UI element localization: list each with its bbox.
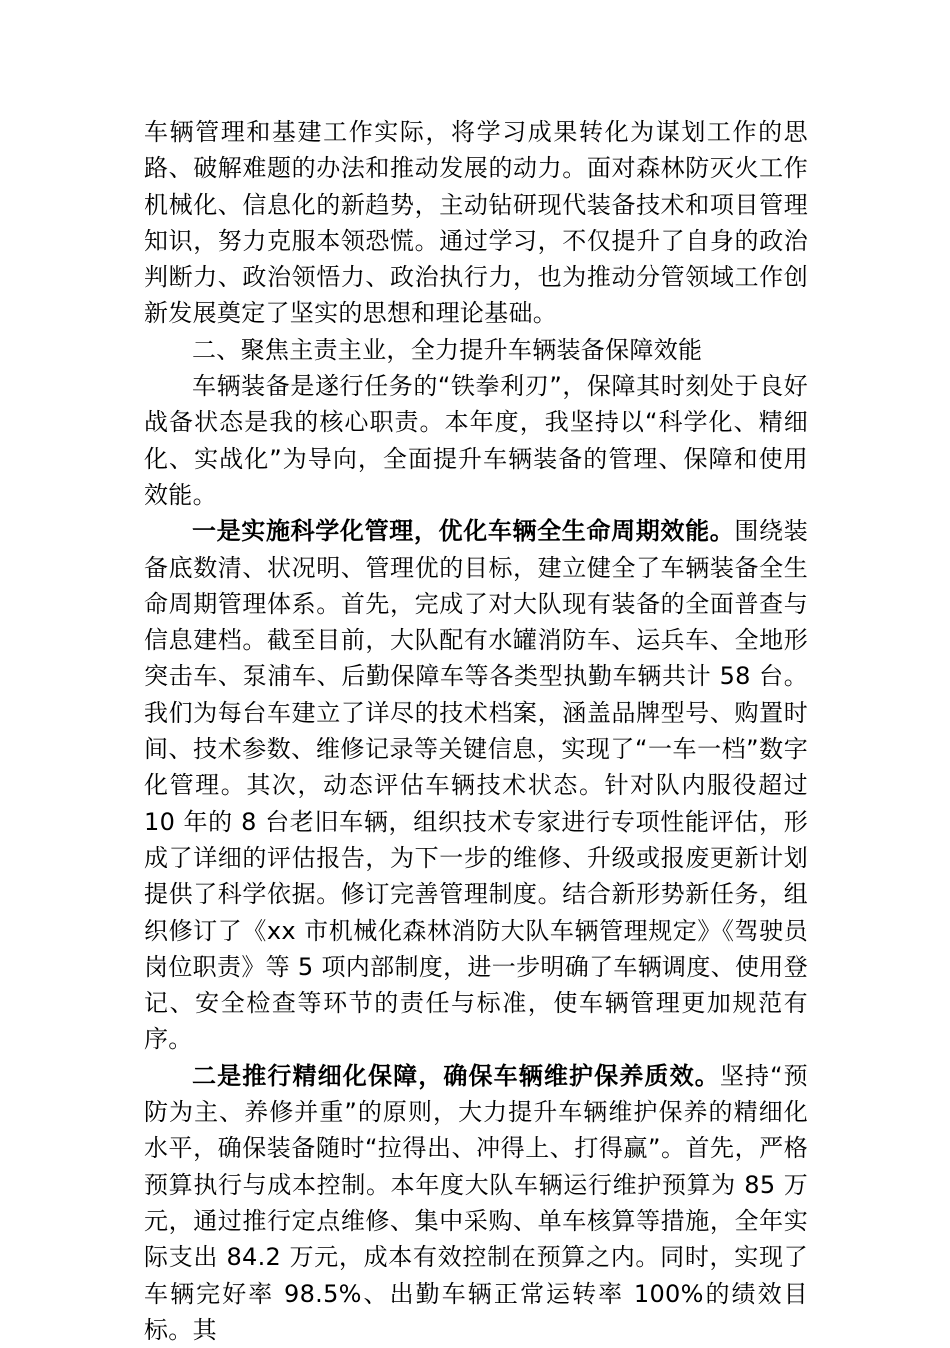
paragraph-study-results: 车辆管理和基建工作实际，将学习成果转化为谋划工作的思路、破解难题的办法和推动发展的动力。面对森林防灭火工作机械化、信息化的新趋势，主动钻研现代装备技术和项目管理知识，努力克服本领恐慌。通过学习，不仅提升了自身的政治判断力、政治领悟力、政治执行力，也为推动分管领域工作创新发展奠定了坚实的思想和理论基础。 [144, 118, 808, 328]
lead-refined-maintenance: 二是推行精细化保障，确保车辆维护保养质效。 [192, 1061, 720, 1090]
paragraph-refined-maintenance [144, 1058, 808, 1348]
body-refined-maintenance: 坚持“预防为主、养修并重”的原则，大力提升车辆维护保养的精细化水平，确保装备随时“拉得出、冲得上、打得赢”。首先，严格预算执行与成本控制。本年度大队车辆运行维护预算为 85 万元，通过推行定点维修、集中采购、单车核算等措施，全年实际支出 84.2 万元，成本有效控制在预算之内。同时，实现了车辆完好率 98.5%、出勤车辆正常运转率 100%的绩效目标。其 [144, 1061, 808, 1344]
paragraph-scientific-management [144, 513, 808, 1057]
section-heading-2: 二、聚焦主责主业，全力提升车辆装备保障效能 [192, 335, 703, 364]
lead-scientific-management: 一是实施科学化管理，优化车辆全生命周期效能。 [192, 517, 735, 546]
paragraph-vehicle-equipment-intro: 车辆装备是遂行任务的“铁拳利刃”，保障其时刻处于良好战备状态是我的核心职责。本年度，我坚持以“科学化、精细化、实战化”为导向，全面提升车辆装备的管理、保障和使用效能。 [144, 372, 808, 509]
document-page [144, 114, 808, 1348]
body-scientific-management: 围绕装备底数清、状况明、管理优的目标，建立健全了车辆装备全生命周期管理体系。首先，完成了对大队现有装备的全面普查与信息建档。截至目前，大队配有水罐消防车、运兵车、全地形突击车、泵浦车、后勤保障车等各类型执勤车辆共计 58 台。我们为每台车建立了详尽的技术档案，涵盖品牌型号、购置时间、技术参数、维修记录等关键信息，实现了“一车一档”数字化管理。其次，动态评估车辆技术状态。针对队内服役超过 10 年的 8 台老旧车辆，组织技术专家进行专项性能评估，形成了详细的评估报告，为下一步的维修、升级或报废更新计划提供了科学依据。修订完善管理制度。结合新形势新任务，组织修订了《xx 市机械化森林消防大队车辆管理规定》《驾驶员岗位职责》等 5 项内部制度，进一步明确了车辆调度、使用登记、安全检查等环节的责任与标准，使车辆管理更加规范有序。 [144, 517, 808, 1054]
